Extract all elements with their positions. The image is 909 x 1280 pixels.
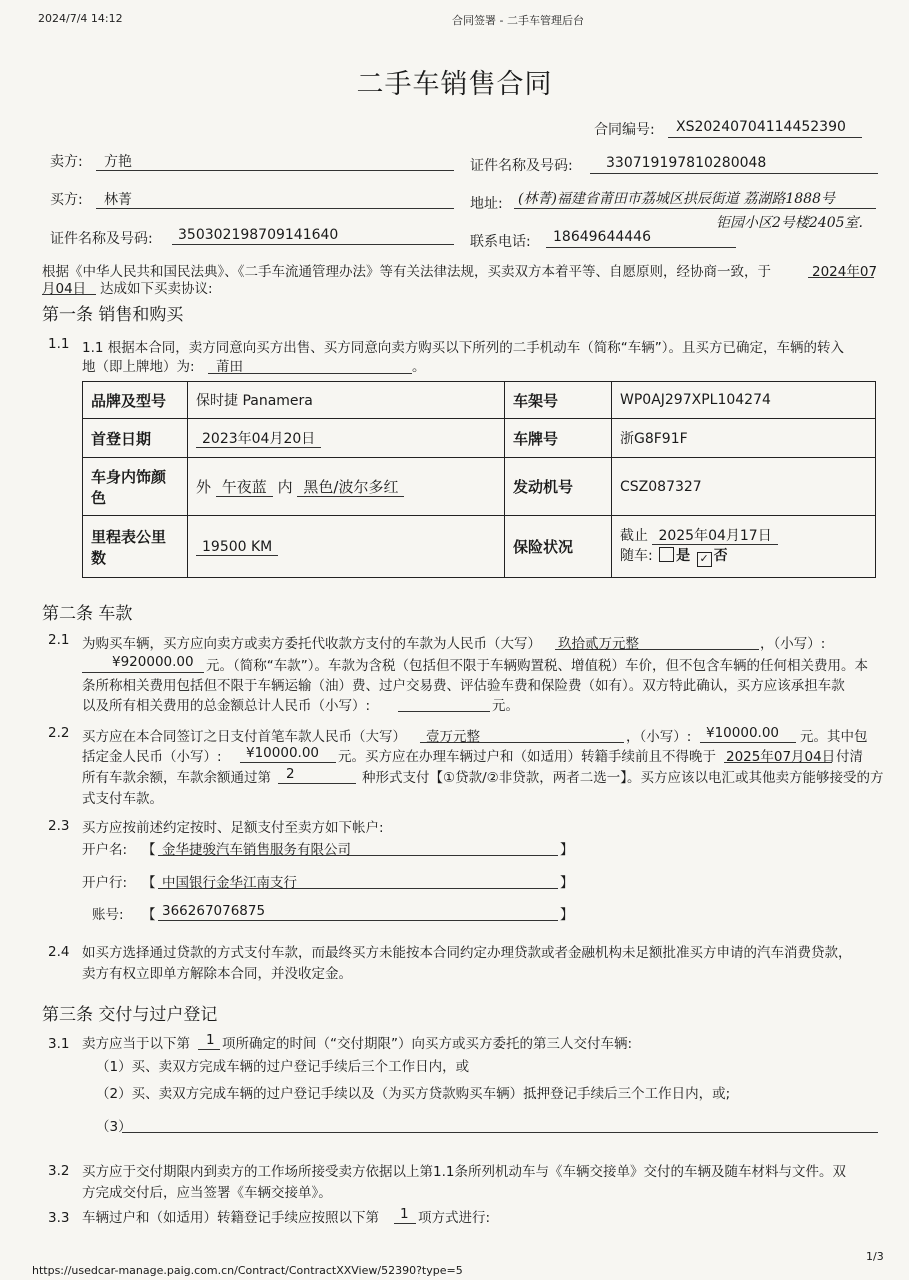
address-label: 地址: xyxy=(470,196,503,212)
account-no-value: 366267076875 xyxy=(162,903,266,919)
clause-number: 2.3 xyxy=(48,818,70,834)
mileage-label-a: 里程表公里 xyxy=(91,527,167,546)
preamble-end: 达成如下买卖协议: xyxy=(100,281,213,297)
brand-value: 保时捷 Panamera xyxy=(188,382,505,419)
price-cn: 玖拾贰万元整 xyxy=(558,636,639,652)
clause-3-3-text: 车辆过户和（如适用）转籍登记手续应按照以下第 xyxy=(82,1210,379,1226)
color-label-b: 色 xyxy=(91,488,107,507)
reg-date-label: 首登日期 xyxy=(83,419,188,458)
bracket-left: 【 xyxy=(142,842,156,858)
insurance-label: 保险状况 xyxy=(505,516,612,578)
clause-2-3-text: 买方应按前述约定按时、足额支付至卖方如下帐户: xyxy=(82,820,384,836)
table-row xyxy=(83,382,876,419)
account-no-label: 账号: xyxy=(92,907,124,923)
bracket-left: 【 xyxy=(142,875,156,891)
print-datetime: 2024/7/4 14:12 xyxy=(38,12,123,25)
outer-color-label: 外 xyxy=(196,478,212,496)
insurance-no-checkbox: ✓ xyxy=(697,552,712,567)
insurance-cell xyxy=(612,516,876,578)
price-value: ¥920000.00 xyxy=(112,654,194,670)
clause-2-4-text: 如买方选择通过贷款的方式支付车款，而最终买方未能按本合同约定办理贷款或者金融机构未足额批准买方申请的汽车消费贷款， xyxy=(82,945,852,961)
engine-label: 发动机号 xyxy=(505,458,612,516)
inner-color-label: 内 xyxy=(277,478,293,496)
article-3-title: 第三条 交付与过户登记 xyxy=(42,1005,218,1025)
bracket-right: 】 xyxy=(560,842,574,858)
vin-value: WP0AJ297XPL104274 xyxy=(612,382,876,419)
first-payment-value: ¥10000.00 xyxy=(706,725,780,741)
mileage-value: 19500 KM xyxy=(196,539,278,556)
delivery-option-3: （3） xyxy=(96,1119,132,1135)
preamble-text: 根据《中华人民共和国民法典》、《二手车流通管理办法》等有关法律法规，买卖双方本着平等、自愿原则，经协商一致，于 xyxy=(42,264,771,280)
contract-no-value: XS20240704114452390 xyxy=(676,119,846,135)
clause-2-1-text-e: 元。 xyxy=(492,698,519,714)
clause-2-1-text-c: 条所称相关费用包括但不限于车辆运输（油）费、过户交易费、评估验车费和保险费（如有）。双方特此确认，买方应该承担车款 xyxy=(82,678,845,694)
color-label-a: 车身内饰颜 xyxy=(91,467,167,486)
clause-3-2-text-b: 方完成交付后，应当签署《车辆交接单》。 xyxy=(82,1185,332,1201)
table-row xyxy=(83,458,876,516)
bracket-right: 】 xyxy=(560,875,574,891)
clause-number: 3.1 xyxy=(48,1036,70,1052)
clause-1-1-text: 1.1 根据本合同，卖方同意向买方出售、买方同意向卖方购买以下所列的二手机动车（简称“车辆”）。且买方已确定，车辆的转入 xyxy=(82,340,844,356)
deposit-value: ¥10000.00 xyxy=(246,745,320,761)
table-row xyxy=(83,419,876,458)
buyer-label: 买方: xyxy=(50,192,83,208)
address-line1: (林菁)福建省莆田市荔城区拱辰街道 荔湖路1888号 xyxy=(518,191,836,207)
reg-date-value: 2023年04月20日 xyxy=(196,431,321,448)
buyer-id-label: 证件名称及号码: xyxy=(50,231,153,247)
transfer-item: 1 xyxy=(400,1206,409,1222)
transfer-city: 莆田 xyxy=(216,359,243,375)
clause-2-2-text: 买方应在本合同签订之日支付首笔车款人民币（大写） xyxy=(82,729,406,745)
phone-value: 18649644446 xyxy=(553,229,651,245)
clause-2-2-text-g: 种形式支付【①贷款/②非贷款，两者二选一】。买方应该以电汇或其他卖方能够接受的方 xyxy=(362,770,884,786)
bank-value: 中国银行金华江南支行 xyxy=(162,875,297,891)
account-name-value: 金华捷骏汽车销售服务有限公司 xyxy=(162,842,351,858)
insurance-until-value: 2025年04月17日 xyxy=(652,528,777,545)
clause-3-1-text-b: 项所确定的时间（“交付期限”）向买方或买方委托的第三人交付车辆: xyxy=(222,1036,633,1052)
plate-label: 车牌号 xyxy=(505,419,612,458)
bank-label: 开户行: xyxy=(82,875,128,891)
clause-number: 2.4 xyxy=(48,944,70,960)
page-url: https://usedcar-manage.paig.com.cn/Contract/ContractXXView/52390?type=5 xyxy=(32,1264,463,1277)
clause-2-2-text-b: 元。其中包 xyxy=(800,729,868,745)
first-payment-cn: 壹万元整 xyxy=(426,729,480,745)
preamble-date-b: 月04日 xyxy=(42,281,87,297)
address-line2: 钜园小区2号楼2405室. xyxy=(716,215,863,231)
phone-label: 联系电话: xyxy=(470,234,531,250)
clause-number: 2.2 xyxy=(48,725,70,741)
window-title: 合同签署 - 二手车管理后台 xyxy=(452,14,584,27)
clause-number: 2.1 xyxy=(48,632,70,648)
clause-2-2-text-c: 括定金人民币（小写）: xyxy=(82,749,222,765)
clause-2-2-text-h: 式支付车款。 xyxy=(82,791,163,807)
clause-2-1-text: 为购买车辆，买方应向卖方或卖方委托代收款方支付的车款为人民币（大写） xyxy=(82,636,541,652)
clause-1-1-end: 。 xyxy=(412,359,426,375)
seller-id-label: 证件名称及号码: xyxy=(470,158,573,174)
clause-2-4-text-b: 卖方有权立即单方解除本合同，并没收定金。 xyxy=(82,966,352,982)
seller-label: 卖方: xyxy=(50,154,83,170)
insurance-yes-checkbox xyxy=(659,547,674,562)
plate-value: 浙G8F91F xyxy=(612,419,876,458)
balance-deadline: 2025年07月04日 xyxy=(726,749,836,765)
price-small-label: ，（小写）: xyxy=(760,636,826,652)
clause-2-2-text-e: 付清 xyxy=(836,749,863,765)
inner-color-value: 黑色/波尔多红 xyxy=(297,478,404,497)
contract-no-label: 合同编号: xyxy=(594,122,655,138)
clause-3-3-text-b: 项方式进行: xyxy=(418,1210,491,1226)
bracket-right: 】 xyxy=(560,907,574,923)
bracket-left: 【 xyxy=(142,907,156,923)
payment-way: 2 xyxy=(286,766,295,782)
clause-2-2-text-d: 元。买方应在办理车辆过户和（如适用）转籍手续前且不得晚于 xyxy=(338,749,716,765)
clause-number: 1.1 xyxy=(48,336,70,352)
mileage-label-b: 数 xyxy=(91,548,107,567)
table-row xyxy=(83,516,876,578)
page-number: 1/3 xyxy=(866,1250,884,1263)
article-1-title: 第一条 销售和购买 xyxy=(42,305,184,325)
clause-number: 3.2 xyxy=(48,1163,70,1179)
buyer-name: 林菁 xyxy=(104,192,132,208)
brand-label: 品牌及型号 xyxy=(83,382,188,419)
clause-number: 3.3 xyxy=(48,1210,70,1226)
clause-3-2-text: 买方应于交付期限内到卖方的工作场所接受卖方依据以上第1.1条所列机动车与《车辆交接单》交付的车辆及随车材料与文件。双 xyxy=(82,1164,846,1180)
clause-2-1-text-d: 以及所有相关费用的总金额总计人民币（小写）: xyxy=(82,698,371,714)
seller-name: 方艳 xyxy=(104,154,132,170)
insurance-no-label: 否 xyxy=(713,548,728,564)
vin-label: 车架号 xyxy=(505,382,612,419)
buyer-id-value: 350302198709141640 xyxy=(178,227,339,243)
document-title: 二手车销售合同 xyxy=(356,69,553,100)
delivery-option-1: （1）买、卖双方完成车辆的过户登记手续后三个工作日内，或 xyxy=(96,1059,470,1075)
seller-id-value: 330719197810280048 xyxy=(606,155,767,171)
mileage-cell xyxy=(188,516,505,578)
delivery-item: 1 xyxy=(206,1032,215,1048)
reg-date-cell xyxy=(188,419,505,458)
clause-1-1-text-b: 地（即上牌地）为: xyxy=(82,359,195,375)
clause-2-1-text-b: 元。（简称“车款”）。车款为含税（包括但不限于车辆购置税、增值税）车价，但不包含车辆的任何相关费用。本 xyxy=(206,658,868,674)
clause-3-1-text: 卖方应当于以下第 xyxy=(82,1036,190,1052)
first-payment-small-label: ，（小写）: xyxy=(626,729,692,745)
outer-color-value: 午夜蓝 xyxy=(216,478,273,497)
engine-value: CSZ087327 xyxy=(612,458,876,516)
clause-2-2-text-f: 所有车款余额，车款余额通过第 xyxy=(82,770,271,786)
mileage-label xyxy=(83,516,188,578)
article-2-title: 第二条 车款 xyxy=(42,604,133,624)
preamble-date-a: 2024年07 xyxy=(812,264,878,280)
insurance-yes-label: 是 xyxy=(676,548,691,564)
color-cell xyxy=(188,458,505,516)
vehicle-table xyxy=(82,381,876,578)
insurance-until-label: 截止 xyxy=(620,528,648,544)
delivery-option-2: （2）买、卖双方完成车辆的过户登记手续以及（为买方贷款购买车辆）抵押登记手续后三个工作日内，或; xyxy=(96,1086,731,1102)
insurance-follow-label: 随车: xyxy=(620,548,653,564)
account-name-label: 开户名: xyxy=(82,842,128,858)
color-label xyxy=(83,458,188,516)
